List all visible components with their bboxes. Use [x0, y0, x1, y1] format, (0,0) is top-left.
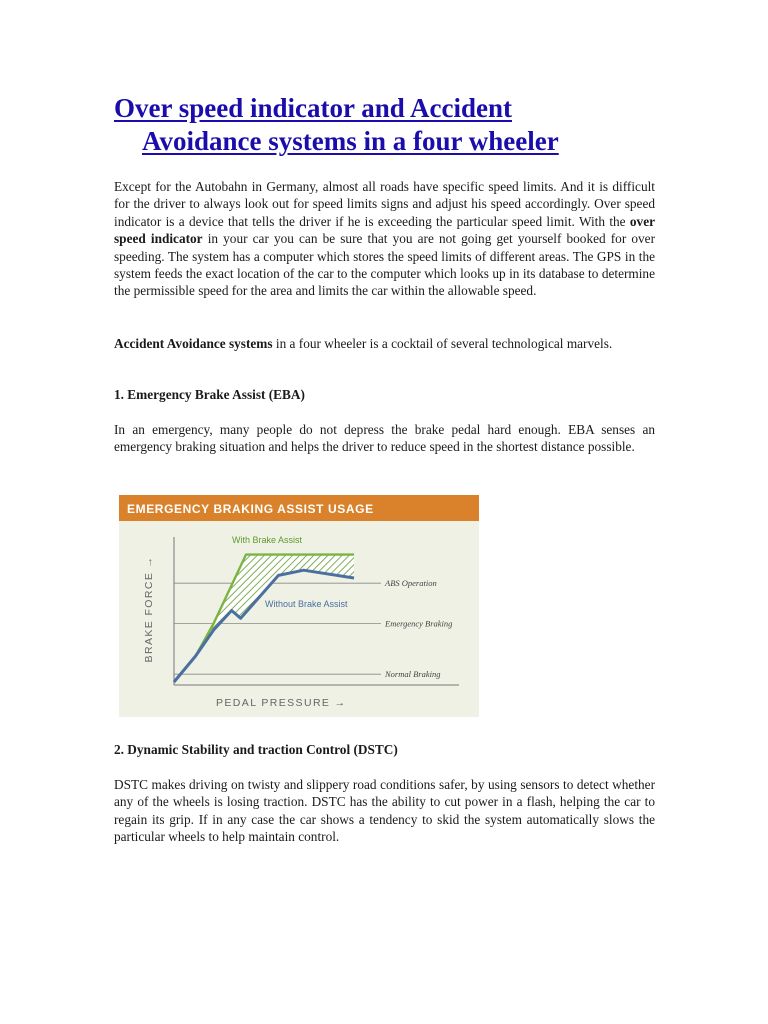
- series-label-without-brake-assist: Without Brake Assist: [265, 599, 348, 609]
- reference-label-2: Normal Braking: [385, 669, 441, 680]
- section-heading-dstc: 2. Dynamic Stability and traction Control (DSTC): [114, 742, 398, 757]
- reference-label-1: Emergency Braking: [385, 618, 453, 629]
- dstc-paragraph: DSTC makes driving on twisty and slippery road conditions safer, by using sensors to detect whether any of the wheels is losing traction. DSTC has the ability to cut power in a flash, helping the car to regain its grip. If in any case the car shows a tendency to skid the system automatically slows the particular wheels to help maintain control.: [114, 777, 655, 845]
- intro-text-2: in your car you can be sure that you are not going get yourself booked for over speeding. The system has a computer which stores the speed limits of different areas. The GPS in the system feeds the exact location of the car to the computer which looks up in its database to determine the permissible speed for the area and limits the car within the allowable speed.: [114, 231, 655, 299]
- section-heading-eba: 1. Emergency Brake Assist (EBA): [114, 387, 305, 402]
- eba-paragraph: In an emergency, many people do not depress the brake pedal hard enough. EBA senses an emergency braking situation and helps the driver to reduce speed in the shortest distance possible.: [114, 422, 655, 455]
- accident-bold-term: Accident Avoidance systems: [114, 336, 273, 351]
- title-line-2: Avoidance systems in a four wheeler: [142, 126, 559, 156]
- intro-text-1: Except for the Autobahn in Germany, almost all roads have specific speed limits. And it is difficult for the driver to always look out for speed limits signs and adjust his speed accordingly. Over speed indicator is a device that tells the driver if he is exceeding the particular speed limit. With the: [114, 179, 655, 229]
- intro-paragraph: [114, 178, 655, 300]
- chart-title: EMERGENCY BRAKING ASSIST USAGE: [127, 502, 374, 516]
- eba-chart-svg: [119, 495, 479, 717]
- x-axis-label: PEDAL PRESSURE →: [216, 697, 347, 709]
- series-label-with-brake-assist: With Brake Assist: [232, 535, 303, 545]
- accident-text: in a four wheeler is a cocktail of several technological marvels.: [272, 336, 613, 351]
- document-title: [114, 92, 674, 158]
- intro-bold-term: over speed indicator: [114, 213, 655, 247]
- accident-avoidance-paragraph: [114, 335, 655, 352]
- reference-label-0: ABS Operation: [385, 578, 437, 589]
- eba-chart: [119, 495, 479, 717]
- title-line-1: Over speed indicator and Accident: [114, 93, 513, 123]
- y-axis-label: BRAKE FORCE →: [143, 555, 155, 663]
